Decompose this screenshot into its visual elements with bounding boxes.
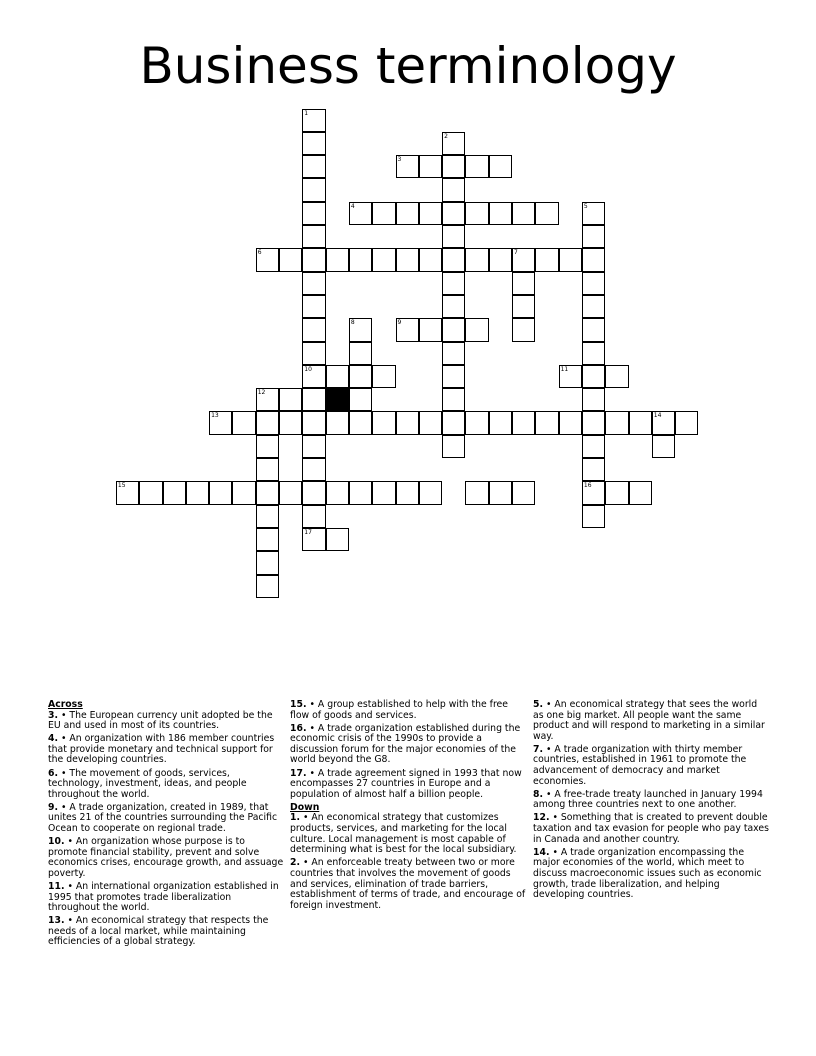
grid-cell[interactable] — [349, 481, 372, 504]
grid-cell[interactable] — [535, 411, 558, 434]
grid-cell[interactable] — [442, 342, 465, 365]
grid-cell[interactable] — [302, 318, 325, 341]
grid-cell[interactable] — [442, 295, 465, 318]
grid-cell[interactable] — [232, 411, 255, 434]
clue-num: 3. — [48, 709, 59, 721]
grid-cell[interactable] — [349, 202, 372, 225]
grid-cell[interactable] — [349, 388, 372, 411]
grid-cell[interactable] — [302, 155, 325, 178]
grid-cell[interactable] — [256, 528, 279, 551]
grid-cell[interactable] — [419, 318, 442, 341]
clue-item — [48, 803, 284, 835]
grid-cell[interactable] — [279, 248, 302, 271]
grid-cell[interactable] — [465, 318, 488, 341]
clue-num: 10. — [48, 836, 65, 848]
clue-num: 16. — [290, 722, 307, 734]
grid-cell[interactable] — [349, 248, 372, 271]
clue-number: 15 — [117, 482, 126, 490]
grid-cell[interactable] — [279, 481, 302, 504]
clue-text: • An organization whose purpose is to promote financial stability, prevent and solve economics crises, encourage growth, and assuage poverty. — [48, 836, 284, 879]
grid-cell[interactable] — [256, 435, 279, 458]
grid-cell[interactable] — [559, 248, 582, 271]
grid-cell[interactable] — [139, 481, 162, 504]
clue-item — [290, 769, 526, 801]
grid-cell[interactable] — [256, 575, 279, 598]
grid-cell[interactable] — [302, 481, 325, 504]
clue-text: • A trade organization encompassing the major economies of the world, which meet to discuss macroeconomic issues such as economic growth, trade liberalization, and helping developing countries. — [533, 846, 762, 901]
grid-cell[interactable] — [489, 481, 512, 504]
clue-text: • A trade organization with thirty member countries, established in 1961 to promote the advancement of democracy and market economies. — [533, 743, 747, 787]
grid-cell[interactable] — [302, 132, 325, 155]
grid-cell[interactable] — [512, 481, 535, 504]
clue-text: • An enforceable treaty between two or more countries that involves the movement of goods and services, elimination of trade barriers, establishment of terms of trade, and encourage of foreign investment. — [290, 857, 526, 911]
grid-cell[interactable] — [256, 411, 279, 434]
grid-cell[interactable] — [419, 202, 442, 225]
clue-number: 17 — [304, 528, 312, 536]
clue-num: 11. — [48, 881, 65, 892]
clue-item — [48, 769, 284, 801]
grid-cell[interactable] — [605, 411, 628, 434]
grid-cell[interactable] — [582, 365, 605, 388]
grid-cell[interactable] — [302, 248, 325, 271]
clue-item — [48, 882, 284, 914]
grid-cell[interactable] — [326, 481, 349, 504]
grid-cell[interactable] — [349, 342, 372, 365]
clue-text: • Something that is created to prevent double taxation and tax evasion for people who pay taxes in Canada and another country. — [533, 812, 769, 845]
clue-num: 4. — [48, 733, 59, 745]
grid-cell[interactable] — [302, 528, 325, 551]
grid-cell[interactable] — [302, 342, 325, 365]
clue-num: 9. — [48, 801, 59, 813]
grid-cell[interactable] — [465, 155, 488, 178]
clue-num: 7. — [533, 743, 544, 755]
clue-text: • An international organization established in 1995 that promotes trade liberalization throughout the world. — [48, 881, 279, 914]
grid-black-cell — [326, 388, 349, 411]
clue-number: 14 — [653, 412, 662, 420]
grid-cell[interactable] — [582, 481, 605, 504]
grid-cell[interactable] — [489, 155, 512, 178]
clue-number: 3 — [397, 156, 402, 164]
grid-cell[interactable] — [465, 411, 488, 434]
clue-text: • A free-trade treaty launched in January 1994 among three countries next to one another. — [533, 788, 763, 811]
clue-num: 15. — [290, 699, 307, 710]
clue-number: 2 — [444, 132, 448, 140]
clue-text: • The European currency unit adopted be the EU and used in most of its countries. — [48, 709, 273, 732]
grid-cell[interactable] — [302, 225, 325, 248]
grid-cell[interactable] — [163, 481, 186, 504]
grid-cell[interactable] — [582, 225, 605, 248]
grid-cell[interactable] — [256, 388, 279, 411]
grid-cell[interactable] — [442, 272, 465, 295]
grid-cell[interactable] — [302, 388, 325, 411]
clue-number: 11 — [560, 365, 569, 373]
clue-number: 12 — [257, 389, 266, 397]
grid-cell[interactable] — [302, 295, 325, 318]
grid-cell[interactable] — [302, 272, 325, 295]
grid-cell[interactable] — [559, 365, 582, 388]
page-title: Business terminology — [139, 37, 677, 95]
grid-cell[interactable] — [442, 202, 465, 225]
clue-item — [290, 813, 526, 855]
grid-cell[interactable] — [396, 411, 419, 434]
grid-cell[interactable] — [396, 318, 419, 341]
clue-item — [48, 734, 284, 766]
grid-cell[interactable] — [442, 248, 465, 271]
clue-num: 1. — [290, 812, 301, 824]
clue-number: 1 — [304, 109, 309, 117]
clue-number: 8 — [350, 319, 355, 327]
grid-cell[interactable] — [279, 388, 302, 411]
grid-cell[interactable] — [442, 435, 465, 458]
clue-number: 10 — [304, 365, 312, 373]
clue-num: 14. — [533, 846, 550, 858]
clue-item — [48, 916, 284, 948]
clue-text: • A trade agreement signed in 1993 that now encompasses 27 countries in Europe and a population of almost half a billion people. — [290, 767, 522, 800]
grid-cell[interactable] — [442, 388, 465, 411]
grid-cell[interactable] — [605, 481, 628, 504]
clue-item — [290, 724, 526, 766]
grid-cell[interactable] — [512, 295, 535, 318]
grid-cell[interactable] — [302, 109, 325, 132]
grid-cell[interactable] — [419, 481, 442, 504]
grid-cell[interactable] — [232, 481, 255, 504]
clue-text: • An economical strategy that customizes products, services, and marketing for the local culture. Local management is most capable of determining what is best for the local subsidiary. — [290, 812, 517, 856]
grid-cell[interactable] — [256, 505, 279, 528]
grid-cell[interactable] — [442, 155, 465, 178]
grid-cell[interactable] — [442, 318, 465, 341]
clue-item — [533, 848, 769, 901]
grid-cell[interactable] — [116, 481, 139, 504]
clues-column-1 — [48, 700, 284, 951]
grid-cell[interactable] — [652, 435, 675, 458]
clue-item — [48, 837, 284, 879]
clue-num: 17. — [290, 767, 307, 779]
grid-cell[interactable] — [629, 411, 652, 434]
clue-number: 13 — [211, 412, 219, 420]
clue-item — [533, 745, 769, 787]
grid-cell[interactable] — [396, 248, 419, 271]
clue-text: • A trade organization, created in 1989, that unites 21 of the countries surrounding the Pacific Ocean to cooperate on regional trade. — [48, 801, 278, 835]
grid-cell[interactable] — [559, 411, 582, 434]
grid-cell[interactable] — [535, 248, 558, 271]
grid-cell[interactable] — [582, 272, 605, 295]
grid-cell[interactable] — [582, 248, 605, 271]
across-header: Across — [48, 699, 83, 710]
clue-text: • An organization with 186 member countries that provide monetary and technical support for the developing countries. — [48, 733, 275, 766]
clue-num: 8. — [533, 788, 544, 800]
clue-item — [290, 700, 526, 721]
clue-number: 7 — [514, 249, 518, 257]
grid-cell[interactable] — [372, 202, 395, 225]
grid-cell[interactable] — [629, 481, 652, 504]
grid-cell[interactable] — [582, 435, 605, 458]
grid-cell[interactable] — [372, 481, 395, 504]
grid-cell[interactable] — [512, 318, 535, 341]
clue-number: 16 — [583, 482, 592, 490]
grid-cell[interactable] — [465, 202, 488, 225]
grid-cell[interactable] — [372, 365, 395, 388]
grid-cell[interactable] — [302, 505, 325, 528]
grid-cell[interactable] — [582, 458, 605, 481]
grid-cell[interactable] — [396, 202, 419, 225]
grid-cell[interactable] — [582, 295, 605, 318]
clue-num: 2. — [290, 857, 301, 869]
grid-cell[interactable] — [349, 318, 372, 341]
grid-cell[interactable] — [302, 202, 325, 225]
grid-cell[interactable] — [512, 411, 535, 434]
grid-cell[interactable] — [326, 411, 349, 434]
grid-cell[interactable] — [582, 388, 605, 411]
grid-cell[interactable] — [419, 411, 442, 434]
clue-text: • An economical strategy that respects the needs of a local market, while maintaining efficiencies of a global strategy. — [48, 915, 269, 948]
grid-cell[interactable] — [512, 202, 535, 225]
grid-cell[interactable] — [256, 481, 279, 504]
clue-text: • A trade organization established during the economic crisis of the 1990s to provide a discussion forum for the major economies of the world beyond the G8. — [290, 722, 521, 766]
grid-cell[interactable] — [489, 248, 512, 271]
grid-cell[interactable] — [582, 342, 605, 365]
clue-text: • The movement of goods, services, technology, investment, ideas, and people throughout the world. — [48, 767, 247, 800]
grid-cell[interactable] — [396, 155, 419, 178]
grid-cell[interactable] — [209, 411, 232, 434]
grid-cell[interactable] — [419, 155, 442, 178]
grid-cell[interactable] — [372, 248, 395, 271]
grid-cell[interactable] — [512, 272, 535, 295]
grid-cell[interactable] — [535, 202, 558, 225]
grid-cell[interactable] — [326, 528, 349, 551]
grid-cell[interactable] — [349, 365, 372, 388]
clue-text: • A group established to help with the free flow of goods and services. — [290, 699, 508, 721]
grid-cell[interactable] — [675, 411, 698, 434]
clue-item — [48, 711, 284, 732]
grid-cell[interactable] — [512, 248, 535, 271]
clue-item — [290, 858, 526, 911]
grid-cell[interactable] — [582, 505, 605, 528]
clues-column-3 — [533, 700, 769, 903]
grid-cell[interactable] — [582, 411, 605, 434]
clue-number: 6 — [257, 249, 262, 257]
grid-cell[interactable] — [419, 248, 442, 271]
grid-cell[interactable] — [186, 481, 209, 504]
grid-cell[interactable] — [489, 411, 512, 434]
grid-cell[interactable] — [442, 132, 465, 155]
clue-item — [533, 700, 769, 742]
clue-item — [533, 813, 769, 845]
grid-cell[interactable] — [372, 411, 395, 434]
clue-num: 5. — [533, 699, 544, 710]
grid-cell[interactable] — [256, 458, 279, 481]
clue-num: 13. — [48, 915, 65, 927]
grid-cell[interactable] — [489, 202, 512, 225]
grid-cell[interactable] — [442, 225, 465, 248]
grid-cell[interactable] — [582, 202, 605, 225]
grid-cell[interactable] — [302, 435, 325, 458]
clue-num: 6. — [48, 767, 59, 779]
clue-number: 4 — [350, 202, 355, 210]
clue-num: 12. — [533, 812, 550, 824]
clues-column-2 — [290, 700, 526, 914]
grid-cell[interactable] — [302, 178, 325, 201]
grid-cell[interactable] — [302, 458, 325, 481]
grid-cell[interactable] — [256, 551, 279, 574]
grid-cell[interactable] — [279, 411, 302, 434]
grid-cell[interactable] — [349, 411, 372, 434]
clue-number: 5 — [583, 202, 588, 210]
grid-cell[interactable] — [465, 248, 488, 271]
grid-cell[interactable] — [302, 411, 325, 434]
grid-cell[interactable] — [256, 248, 279, 271]
grid-cell[interactable] — [442, 411, 465, 434]
grid-cell[interactable] — [652, 411, 675, 434]
clue-number: 9 — [397, 319, 402, 327]
grid-cell[interactable] — [442, 365, 465, 388]
grid-cell[interactable] — [605, 365, 628, 388]
grid-cell[interactable] — [302, 365, 325, 388]
grid-cell[interactable] — [209, 481, 232, 504]
clue-text: • An economical strategy that sees the world as one big market. All people want the same product and will respond to marketing in a similar way. — [533, 699, 765, 742]
grid-cell[interactable] — [326, 248, 349, 271]
grid-cell[interactable] — [396, 481, 419, 504]
clue-item — [533, 790, 769, 811]
grid-cell[interactable] — [326, 365, 349, 388]
down-header: Down — [290, 801, 320, 813]
grid-cell[interactable] — [442, 178, 465, 201]
grid-cell[interactable] — [465, 481, 488, 504]
grid-cell[interactable] — [582, 318, 605, 341]
